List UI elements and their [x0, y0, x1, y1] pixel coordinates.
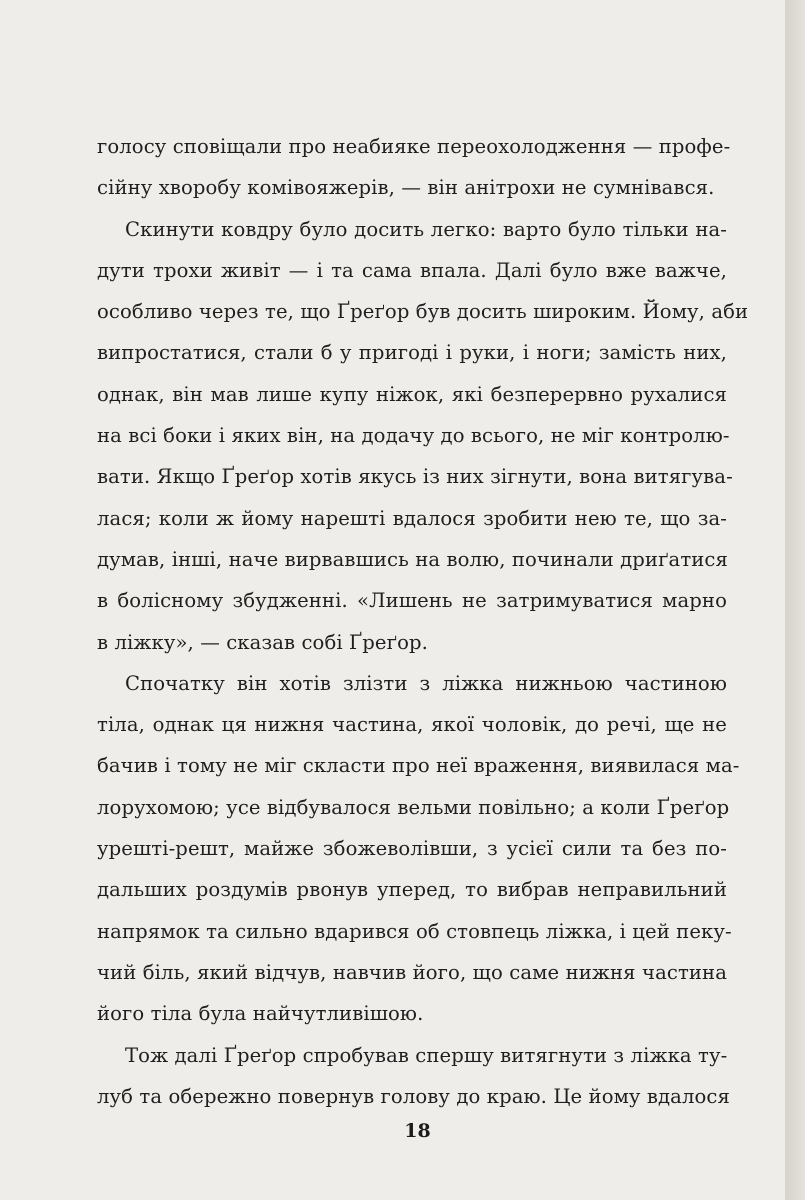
text-line: Скинути ковдру було досить легко: варто було тільки на-: [125, 217, 727, 241]
page-edge-shadow: [785, 0, 805, 1200]
text-line: на всі боки і яких він, на додачу до всього, не міг контролю-: [97, 424, 730, 448]
text-line: випростатися, стали б у пригоді і руки, і ноги; замість них,: [97, 341, 727, 365]
text-line: бачив і тому не міг скласти про неї враження, виявилася ма-: [97, 754, 740, 778]
text-line: лорухомою; усе відбувалося вельми повільно; а коли Ґреґор: [97, 795, 730, 819]
text-line: думав, інші, наче вирвавшись на волю, починали дриґатися: [97, 547, 728, 571]
text-line: його тіла була найчутливішою.: [97, 1002, 424, 1026]
body-text: [97, 126, 749, 1117]
text-line: сійну хворобу комівояжерів, — він анітрохи не сумнівався.: [97, 176, 715, 200]
text-line: дальших роздумів рвонув уперед, то вибрав неправильний: [97, 878, 727, 902]
text-line: чий біль, який відчув, навчив його, що саме нижня частина: [97, 960, 727, 984]
text-line: Тож далі Ґреґор спробував спершу витягнути з ліжка ту-: [125, 1043, 728, 1067]
text-line: голосу сповіщали про неабияке переохолодження — профе-: [97, 135, 731, 158]
text-line: напрямок та сильно вдарився об стовпець ліжка, і цей пеку-: [97, 919, 732, 943]
text-line: урешті-решт, майже збожеволівши, з усієї сили та без по-: [97, 837, 727, 861]
page-number: 18: [404, 1120, 431, 1142]
text-line: в ліжку», — сказав собі Ґреґор.: [97, 630, 428, 654]
text-line: Спочатку він хотів злізти з ліжка нижньою частиною: [125, 671, 727, 695]
text-line: однак, він мав лише купу ніжок, які безперервно рухалися: [97, 382, 727, 406]
text-line: тіла, однак ця нижня частина, якої чоловік, до речі, ще не: [97, 713, 727, 737]
text-line: луб та обережно повернув голову до краю. Це йому вдалося: [97, 1084, 730, 1108]
text-line: в болісному збудженні. «Лишень не затримуватися марно: [97, 589, 727, 613]
text-line: вати. Якщо Ґреґор хотів якусь із них зігнути, вона витягува-: [97, 465, 733, 489]
text-line: лася; коли ж йому нарешті вдалося зробити нею те, що за-: [97, 506, 727, 530]
text-line: особливо через те, що Ґреґор був досить широким. Йому, аби: [97, 300, 749, 324]
text-line: дути трохи живіт — і та сама впала. Далі було вже важче,: [97, 258, 727, 282]
